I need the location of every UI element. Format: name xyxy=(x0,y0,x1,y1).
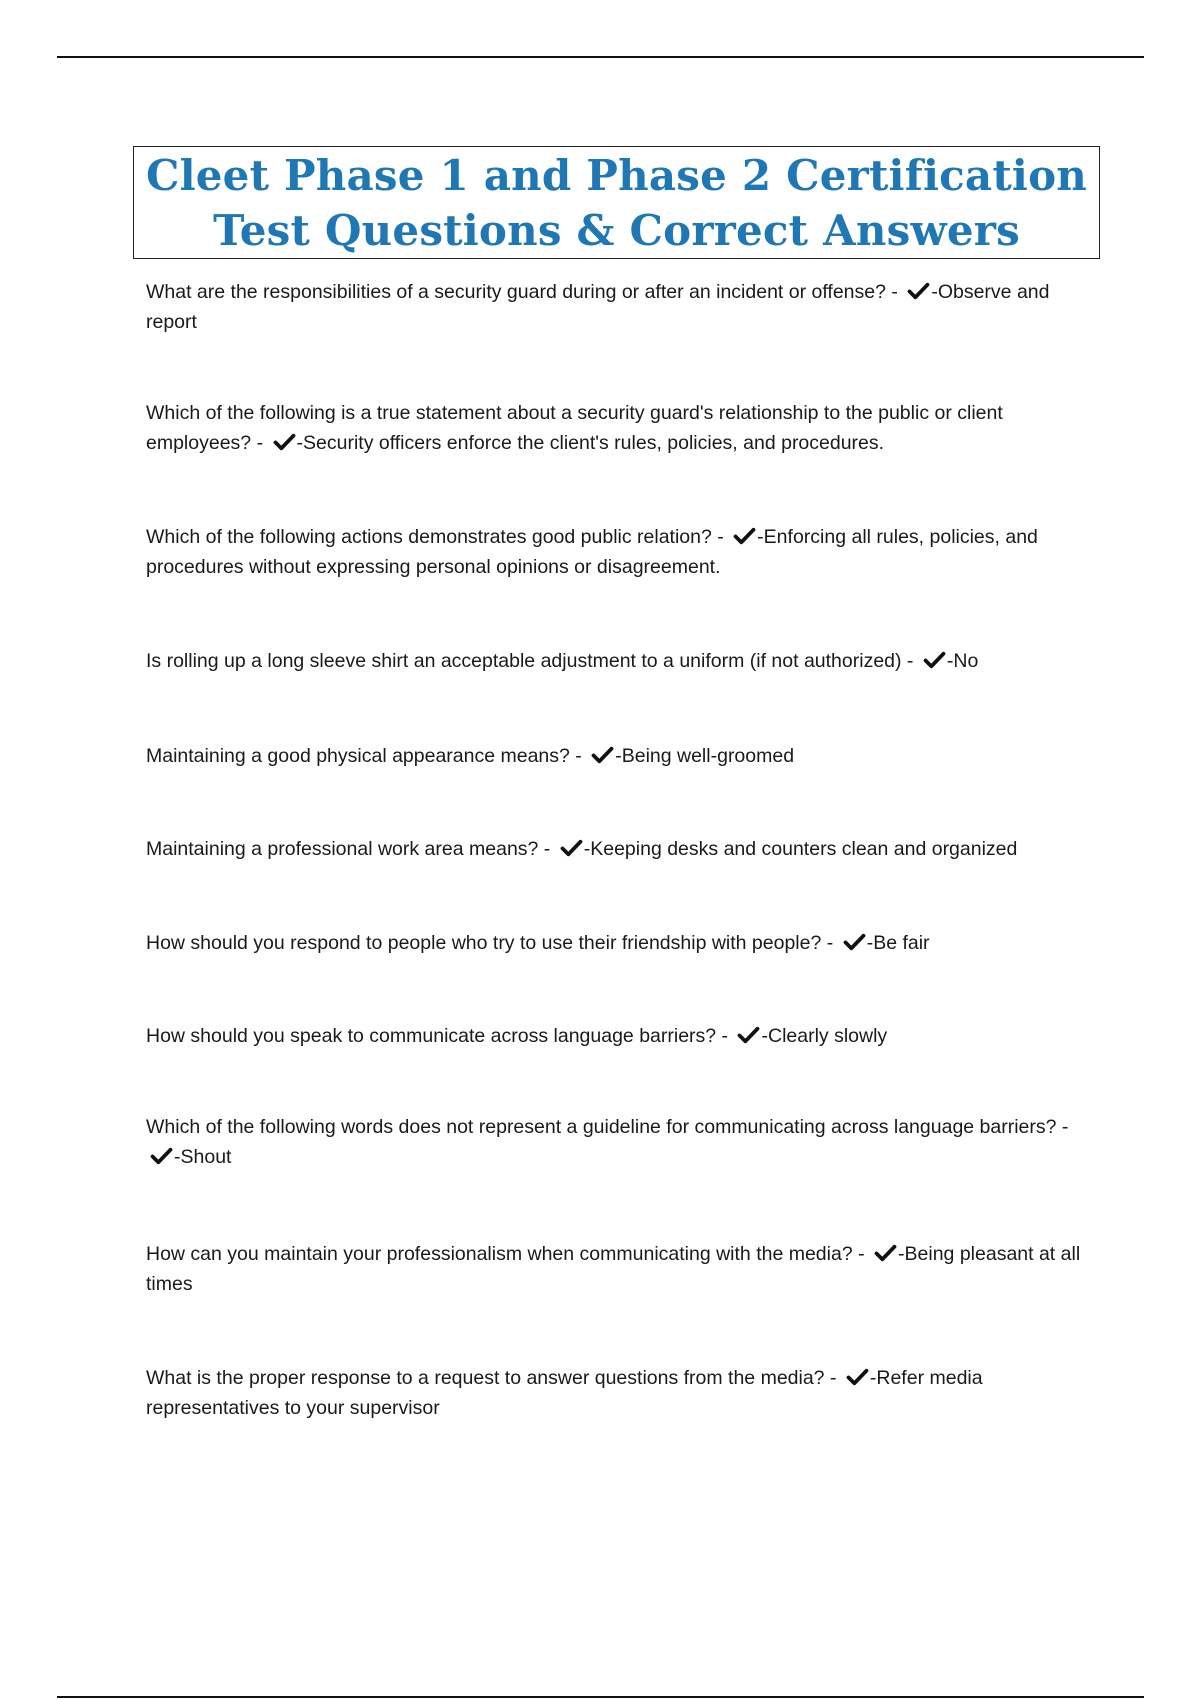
answer-text: Keeping desks and counters clean and organized xyxy=(590,838,1018,860)
checkmark-icon xyxy=(560,839,583,857)
qa-item: Which of the following actions demonstrates good public relation? - -Enforcing all rules, policies, and procedures without expressing personal opinions or disagreement. xyxy=(146,526,1038,578)
document-title-box xyxy=(133,146,1100,259)
question-text: How should you respond to people who try to use their friendship with people? xyxy=(146,932,822,954)
question-text: How should you speak to communicate across language barriers? xyxy=(146,1025,717,1047)
checkmark-icon xyxy=(843,933,866,951)
answer-text: Enforcing all rules, policies, and procedures without expressing personal opinions or disagreement. xyxy=(146,526,1038,578)
checkmark-icon xyxy=(874,1244,897,1262)
checkmark-icon xyxy=(923,651,946,669)
qa-item: How can you maintain your professionalism when communicating with the media? - -Being pleasant at all times xyxy=(146,1243,1081,1295)
checkmark-icon xyxy=(150,1147,173,1165)
qa-item: What is the proper response to a request to answer questions from the media? - -Refer media representatives to your supervisor xyxy=(146,1367,983,1419)
question-text: Which of the following is a true statement about a security guard's relationship to the public or client employees? xyxy=(146,402,1003,454)
answer-text: Observe and report xyxy=(146,281,1050,333)
question-text: What are the responsibilities of a security guard during or after an incident or offense? xyxy=(146,281,886,303)
qa-item: Which of the following is a true statement about a security guard's relationship to the public or client employees? - -Security officers enforce the client's rules, policies, and procedures. xyxy=(146,402,1003,454)
checkmark-icon xyxy=(591,746,614,764)
question-text: Is rolling up a long sleeve shirt an acceptable adjustment to a uniform (if not authorized) xyxy=(146,650,902,672)
top-rule xyxy=(57,56,1144,58)
checkmark-icon xyxy=(733,527,756,545)
answer-text: Refer media representatives to your supervisor xyxy=(146,1367,983,1419)
answer-text: Be fair xyxy=(873,932,930,954)
qa-item: Maintaining a good physical appearance means? - -Being well-groomed xyxy=(146,745,795,767)
question-text: Which of the following words does not represent a guideline for communicating across language barriers? xyxy=(146,1116,1057,1138)
question-text: How can you maintain your professionalism when communicating with the media? xyxy=(146,1243,853,1265)
qa-item: How should you speak to communicate across language barriers? - -Clearly slowly xyxy=(146,1025,888,1047)
answer-text: Security officers enforce the client's rules, policies, and procedures. xyxy=(303,432,885,454)
answer-text: Being pleasant at all times xyxy=(146,1243,1081,1295)
checkmark-icon xyxy=(846,1368,869,1386)
checkmark-icon xyxy=(907,282,930,300)
title-line-2: Test Questions & Correct Answers xyxy=(213,205,1020,255)
qa-item: What are the responsibilities of a security guard during or after an incident or offense? - -Observe and report xyxy=(146,281,1050,333)
answer-text: No xyxy=(953,650,979,672)
qa-item: How should you respond to people who try to use their friendship with people? - -Be fair xyxy=(146,932,930,954)
qa-item: Which of the following words does not represent a guideline for communicating across language barriers? - -Shout xyxy=(146,1116,1069,1168)
checkmark-icon xyxy=(273,433,296,451)
question-text: Maintaining a good physical appearance means? xyxy=(146,745,570,767)
title-line-1: Cleet Phase 1 and Phase 2 Certification xyxy=(145,150,1088,200)
question-text: Which of the following actions demonstrates good public relation? xyxy=(146,526,712,548)
question-text: Maintaining a professional work area means? xyxy=(146,838,539,860)
qa-item: Is rolling up a long sleeve shirt an acceptable adjustment to a uniform (if not authorized) - -No xyxy=(146,650,979,672)
answer-text: Clearly slowly xyxy=(767,1025,888,1047)
bottom-rule xyxy=(57,1696,1144,1698)
answer-text: Being well-groomed xyxy=(621,745,795,767)
answer-text: Shout xyxy=(180,1146,232,1168)
checkmark-icon xyxy=(737,1026,760,1044)
question-text: What is the proper response to a request to answer questions from the media? xyxy=(146,1367,825,1389)
qa-item: Maintaining a professional work area means? - -Keeping desks and counters clean and organized xyxy=(146,838,1018,860)
